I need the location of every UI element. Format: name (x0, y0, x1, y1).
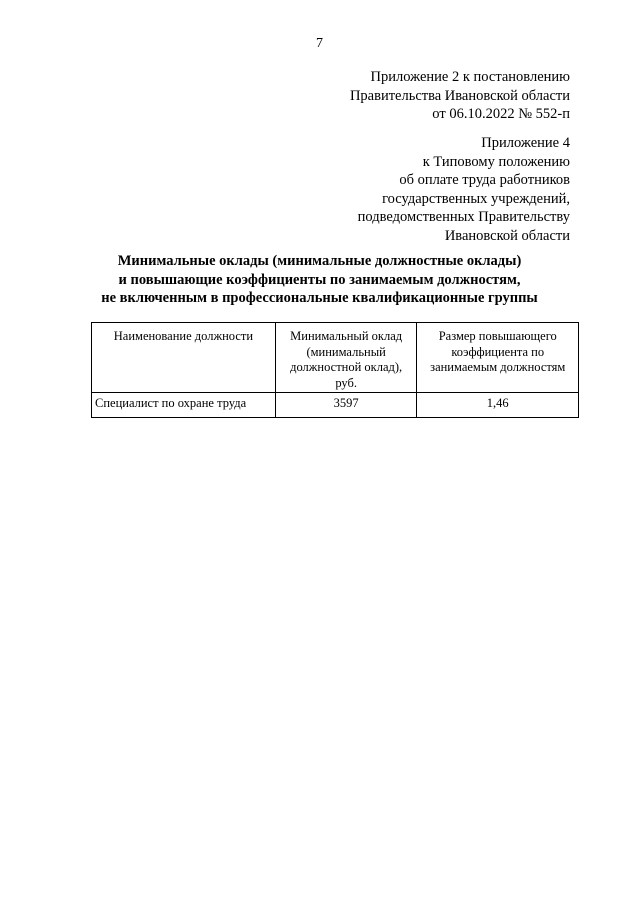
document-title (0, 252, 639, 308)
salary-table (91, 322, 579, 418)
cell-position-name: Специалист по охране труда (92, 393, 276, 418)
appendix-reference-line: подведомственных Правительству (357, 209, 570, 225)
page-number: 7 (316, 36, 323, 51)
appendix-reference-line: об оплате труда работников (399, 172, 570, 188)
appendix-header-line: Правительства Ивановской области (349, 87, 570, 104)
header-coefficient: Размер повышающего коэффициента по занимаемым должностям (417, 323, 579, 393)
appendix-header-line: Приложение 2 к постановлению (370, 69, 570, 85)
document-title-line: и повышающие коэффициенты по занимаемым должностям, (118, 271, 521, 288)
header-minimum-salary: Минимальный оклад (минимальный должностной оклад), руб. (275, 323, 417, 393)
table-row (92, 393, 579, 418)
appendix-reference-line: к Типовому положению (422, 153, 570, 170)
appendix-header (350, 68, 570, 124)
appendix-reference-line: Ивановской области (444, 227, 570, 244)
appendix-reference (358, 134, 570, 245)
document-title-line: Минимальные оклады (минимальные должностные оклады) (117, 253, 522, 269)
appendix-reference-line: государственных учреждений, (382, 190, 570, 207)
appendix-reference-line: Приложение 4 (481, 135, 570, 151)
cell-minimum-salary: 3597 (275, 393, 417, 418)
cell-coefficient: 1,46 (417, 393, 579, 418)
document-title-line: не включенным в профессиональные квалификационные группы (101, 290, 538, 306)
header-position-name: Наименование должности (92, 323, 276, 393)
table-header-row (92, 323, 579, 393)
appendix-header-line: от 06.10.2022 № 552-п (432, 106, 570, 122)
